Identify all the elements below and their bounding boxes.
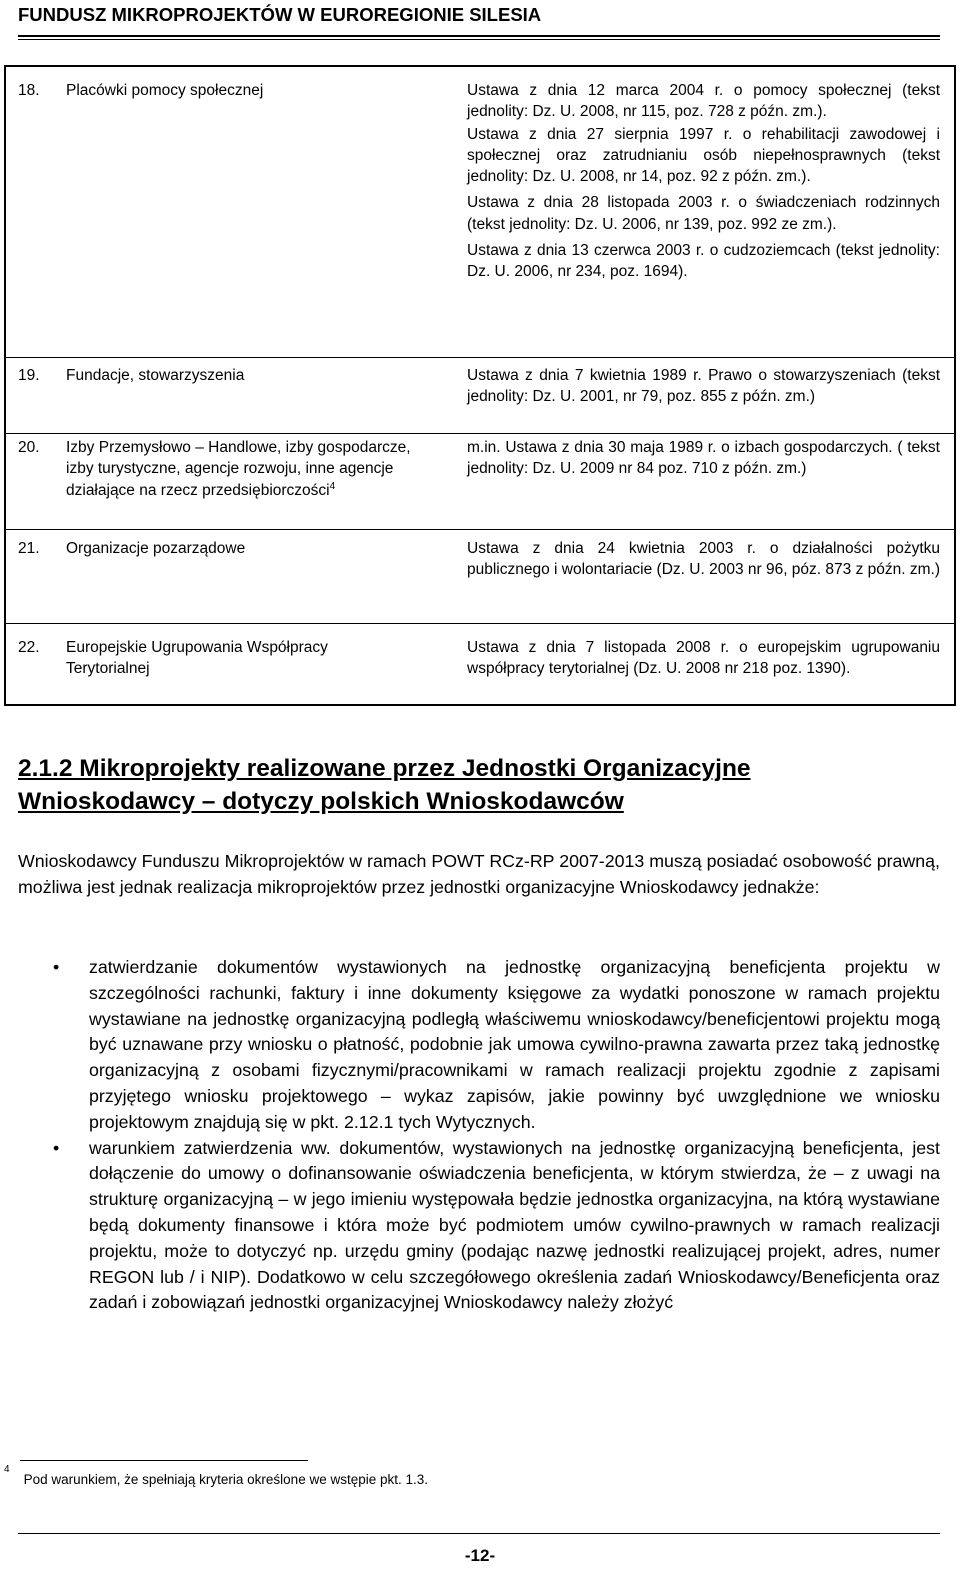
law-reference: m.in. Ustawa z dnia 30 maja 1989 r. o izbach gospodarczych. ( tekst jednolity: Dz. U. 2009 nr 84 poz. 710 z późn. zm.) bbox=[467, 439, 940, 478]
bullet-list bbox=[18, 955, 940, 1316]
row-number: 20. bbox=[18, 439, 40, 456]
list-item-text: warunkiem zatwierdzenia ww. dokumentów, wystawionych na jednostkę organizacyjną beneficjenta, jest dołączenie do umowy o dofinansowanie oświadczenia beneficjenta, w którym stwierdza, że – z uwagi na strukturę organizacyjną – w jego imieniu występowała będzie jednostka organizacyjna, na którą wystawiane będą dokumenty finansowe i która może być podmiotem umów cywilno-prawnych w ramach realizacji projektu, może to dotyczyć np. urzędu gminy (podając nazwę jednostki realizującej projekt, adres, numer REGON lub / i NIP). Dodatkowo w celu szczegółowego określenia zadań Wnioskodawcy/Beneficjenta oraz zadań i zobowiązań jednostki organizacyjnej Wnioskodawcy należy złożyć bbox=[89, 1137, 940, 1313]
page-number: -12- bbox=[464, 1546, 496, 1565]
law-reference: Ustawa z dnia 13 czerwca 2003 r. o cudzoziemcach (tekst jednolity: Dz. U. 2006, nr 234, poz. 1694). bbox=[467, 242, 940, 281]
law-reference: Ustawa z dnia 24 kwietnia 2003 r. o działalności pożytku publicznego i wolontariacie (Dz. U. 2003 nr 96, póz. 873 z późn. zm.) bbox=[467, 540, 940, 579]
table-row-divider bbox=[4, 433, 956, 434]
table-border-right bbox=[954, 65, 956, 706]
legal-basis-table bbox=[0, 0, 960, 710]
footnote-number: 4 bbox=[4, 1463, 10, 1475]
institution-name: Fundacje, stowarzyszenia bbox=[66, 367, 245, 384]
list-item bbox=[18, 1136, 940, 1317]
section-heading bbox=[18, 752, 938, 818]
institution-name: Izby Przemysłowo – Handlowe, izby gospodarcze, izby turystyczne, agencje rozwoju, inne agencje działające na rzecz przedsiębiorczości bbox=[66, 439, 411, 499]
institution-name: Europejskie Ugrupowania Współpracy Terytorialnej bbox=[66, 639, 328, 678]
row-number: 18. bbox=[18, 82, 40, 99]
law-reference: Ustawa z dnia 28 listopada 2003 r. o świadczeniach rodzinnych (tekst jednolity: Dz. U. 2006, nr 139, poz. 992 ze zm.). bbox=[467, 194, 940, 233]
law-reference: Ustawa z dnia 7 kwietnia 1989 r. Prawo o stowarzyszeniach (tekst jednolity: Dz. U. 2001, nr 79, poz. 855 z późn. zm.) bbox=[467, 367, 940, 406]
row-number: 22. bbox=[18, 639, 40, 656]
bullet-icon: • bbox=[53, 957, 60, 977]
section-heading-line: 2.1.2 Mikroprojekty realizowane przez Jednostki Organizacyjne bbox=[18, 755, 751, 782]
intro-paragraph: Wnioskodawcy Funduszu Mikroprojektów w ramach POWT RCz-RP 2007-2013 muszą posiadać osobowość prawną, możliwa jest jednak realizacja mikroprojektów przez jednostki organizacyjne Wnioskodawcy jednakże: bbox=[18, 851, 940, 897]
footer-rule bbox=[18, 1533, 940, 1534]
institution-name-cell bbox=[66, 437, 416, 501]
law-reference: Ustawa z dnia 27 sierpnia 1997 r. o rehabilitacji zawodowej i społecznej oraz zatrudnianiu osób niepełnosprawnych (tekst jednolity: Dz. U. 2008, nr 14, poz. 92 z późn. zm.). bbox=[467, 125, 940, 186]
table-border-top bbox=[4, 65, 956, 67]
table-border-bottom bbox=[4, 704, 956, 706]
law-reference: Ustawa z dnia 7 listopada 2008 r. o europejskim ugrupowaniu współpracy terytorialnej (Dz. U. 2008 nr 218 poz. 1390). bbox=[467, 639, 940, 678]
footnote-text: Pod warunkiem, że spełniają kryteria określone we wstępie pkt. 1.3. bbox=[23, 1472, 429, 1487]
institution-name: Placówki pomocy społecznej bbox=[66, 82, 264, 99]
bullet-icon: • bbox=[53, 1137, 60, 1158]
law-reference: Ustawa z dnia 12 marca 2004 r. o pomocy społecznej (tekst jednolity: Dz. U. 2008, nr 115, poz. 728 z późn. zm.). bbox=[467, 82, 940, 121]
table-border-left bbox=[4, 65, 6, 706]
footnote-ref: 4 bbox=[329, 480, 336, 492]
table-row-divider bbox=[4, 623, 956, 624]
document-header: FUNDUSZ MIKROPROJEKTÓW W EUROREGIONIE SILESIA bbox=[18, 4, 542, 25]
legal-basis-cell bbox=[467, 80, 940, 283]
institution-name: Organizacje pozarządowe bbox=[66, 540, 246, 557]
section-heading-line: Wnioskodawcy – dotyczy polskich Wnioskodawców bbox=[18, 788, 624, 815]
list-item-text: zatwierdzanie dokumentów wystawionych na jednostkę organizacyjną beneficjenta projektu w szczególności rachunki, faktury i inne dokumenty księgowe za wydatki ponoszone w ramach projektu wystawiane na jednostkę organizacyjną podległą właściwemu wnioskodawcy/beneficjentowi projektu mogą być uznawane przy wniosku o płatność, podobnie jak umowa cywilno-prawna zawarta przez taką jednostkę organizacyjną z osobami fizycznymi/pracownikami w ramach realizacji projektu zgodnie z zapisami przyjętego wniosku projektowego – wykaz zapisów, jakie powinny być uwzględnione we wniosku projektowym znajdują się w pkt. 2.12.1 tych Wytycznych. bbox=[89, 957, 940, 1132]
list-item bbox=[18, 955, 940, 1136]
footnote bbox=[4, 1463, 429, 1487]
row-number: 21. bbox=[18, 540, 40, 557]
footnote-separator bbox=[20, 1460, 308, 1461]
row-number: 19. bbox=[18, 367, 40, 384]
table-row-divider bbox=[4, 357, 956, 358]
table-row-divider bbox=[4, 529, 956, 530]
